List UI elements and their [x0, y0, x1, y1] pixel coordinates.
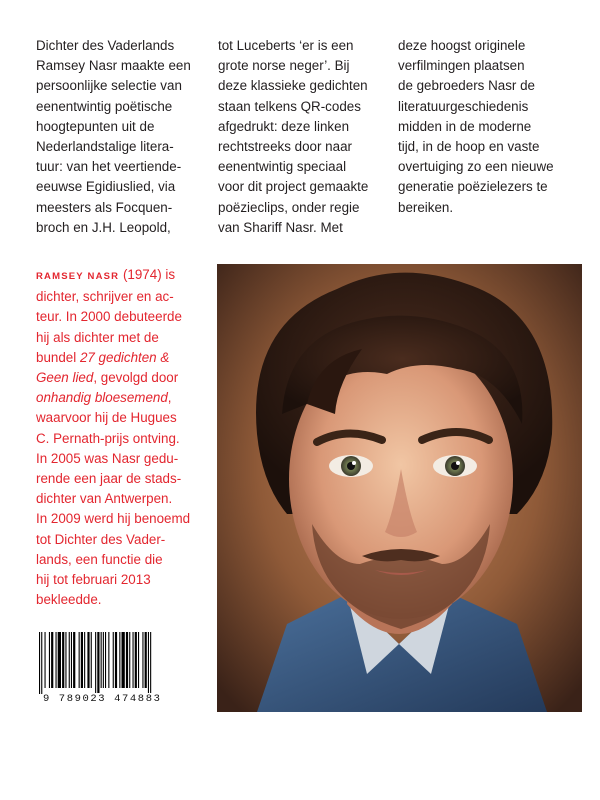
text-line: literatuurgeschiedenis: [398, 98, 529, 114]
barcode-bar: [133, 632, 134, 688]
barcode-bar: [113, 632, 114, 688]
text-line: poëzieclips, onder regie: [218, 199, 360, 215]
text-line: voor dit project gemaakte: [218, 179, 369, 195]
text-line: tot Luceberts ‘er is een: [218, 38, 354, 53]
text-line: midden in de moderne: [398, 118, 532, 134]
text-line: afgedrukt: deze linken: [218, 118, 350, 134]
text-line: persoonlijke selectie van: [36, 78, 182, 94]
barcode-bar: [105, 632, 106, 688]
barcode-bar: [138, 632, 139, 688]
text-line: hoogtepunten uit de: [36, 118, 155, 134]
barcode-bar: [103, 632, 104, 688]
text-line: eenentwintig poëtische: [36, 98, 173, 114]
text-line: grote norse neger’. Bij: [218, 58, 350, 74]
text-line: Nederlandstalige litera-: [36, 139, 174, 155]
author-year: (1974) is: [119, 267, 176, 282]
blurb-column-2: [218, 36, 368, 238]
barcode-bar: [73, 632, 75, 688]
author-bio: [36, 265, 190, 610]
barcode-bar: [108, 632, 109, 688]
bio-line: In 2009 werd hij benoemd: [36, 511, 191, 527]
bio-line: dichter van Antwerpen.: [36, 491, 173, 507]
barcode-bar: [142, 632, 143, 688]
barcode-bar: [45, 632, 46, 688]
barcode-bar: [79, 632, 80, 688]
barcode-bar: [62, 632, 64, 688]
barcode-bar: [81, 632, 83, 688]
bio-line: hij tot februari 2013: [36, 572, 151, 588]
barcode-bar: [129, 632, 130, 688]
text-line: meesters als Focquen-: [36, 199, 173, 215]
barcode-bar: [126, 632, 128, 688]
barcode-bar: [150, 632, 151, 694]
text-line: deze klassieke gedichten: [218, 78, 368, 94]
barcode-bar: [84, 632, 85, 688]
bio-line: lands, een functie die: [36, 551, 163, 567]
barcode-bar: [65, 632, 66, 688]
text-line: eenentwintig speciaal: [218, 159, 347, 175]
bio-line: rende een jaar de stads-: [36, 471, 182, 487]
text-line: staan telkens QR-codes: [218, 98, 361, 114]
book-title: onhandig bloesemend: [36, 390, 168, 406]
bio-text: , gevolgd door: [93, 370, 179, 386]
text-line: deze hoogst originele: [398, 38, 526, 53]
barcode-bar: [115, 632, 117, 688]
bio-text: ,: [167, 390, 172, 406]
text-line: tijd, in de hoop en vaste: [398, 139, 540, 155]
author-name: RAMSEY NASR: [36, 271, 120, 282]
barcode-bar: [39, 632, 40, 694]
barcode-bar: [91, 632, 92, 688]
barcode-bar: [122, 632, 125, 688]
bio-line: waarvoor hij de Hugues: [36, 410, 177, 426]
barcode-bar: [58, 632, 61, 688]
bio-line: dichter, schrijver en ac-: [36, 289, 174, 305]
barcode-bar: [148, 632, 149, 694]
text-line: tuur: van het veertiende-: [36, 159, 182, 175]
barcode-bar: [41, 632, 42, 694]
barcode-bar: [119, 632, 120, 688]
blurb-column-3: [398, 36, 554, 218]
barcode-bar: [71, 632, 72, 688]
book-title: Geen lied: [36, 370, 94, 386]
author-portrait: [217, 264, 582, 712]
text-line: bereiken.: [398, 199, 454, 215]
text-line: broch en J.H. Leopold,: [36, 219, 171, 235]
bio-line: C. Pernath-prijs ontving.: [36, 430, 180, 446]
book-title: 27 gedichten &: [79, 349, 170, 365]
text-line: eeuwse Egidiuslied, via: [36, 179, 176, 195]
barcode-bar: [49, 632, 50, 688]
text-line: generatie poëzielezers te: [398, 179, 548, 195]
barcode-bar: [56, 632, 57, 688]
text-line: overtuiging zo een nieuwe: [398, 159, 554, 175]
text-line: Ramsey Nasr maakte een: [36, 58, 191, 74]
barcode-bar: [97, 632, 99, 694]
barcode-bar: [145, 632, 147, 688]
barcode-bar: [51, 632, 53, 688]
bio-text: bundel: [36, 349, 80, 365]
bio-line: tot Dichter des Vader-: [36, 531, 166, 547]
bio-line: In 2005 was Nasr gedu-: [36, 450, 179, 466]
barcode-bar: [101, 632, 102, 688]
isbn-digits: 9 789023 474883: [43, 693, 162, 705]
text-line: Dichter des Vaderlands: [36, 38, 175, 53]
text-line: rechtstreeks door naar: [218, 139, 352, 155]
text-line: verfilmingen plaatsen: [398, 58, 525, 74]
barcode-bars: [37, 632, 175, 694]
barcode-bar: [135, 632, 137, 688]
blurb-column-1: [36, 36, 191, 238]
barcode-bar: [95, 632, 96, 694]
barcode-bar: [69, 632, 70, 688]
bio-line: hij als dichter met de: [36, 329, 159, 345]
barcode-bar: [87, 632, 89, 688]
text-line: van Shariff Nasr. Met: [218, 219, 343, 235]
bio-line: teur. In 2000 debuteerde: [36, 309, 182, 325]
bio-line: bekleedde.: [36, 592, 102, 608]
text-line: de gebroeders Nasr de: [398, 78, 535, 94]
